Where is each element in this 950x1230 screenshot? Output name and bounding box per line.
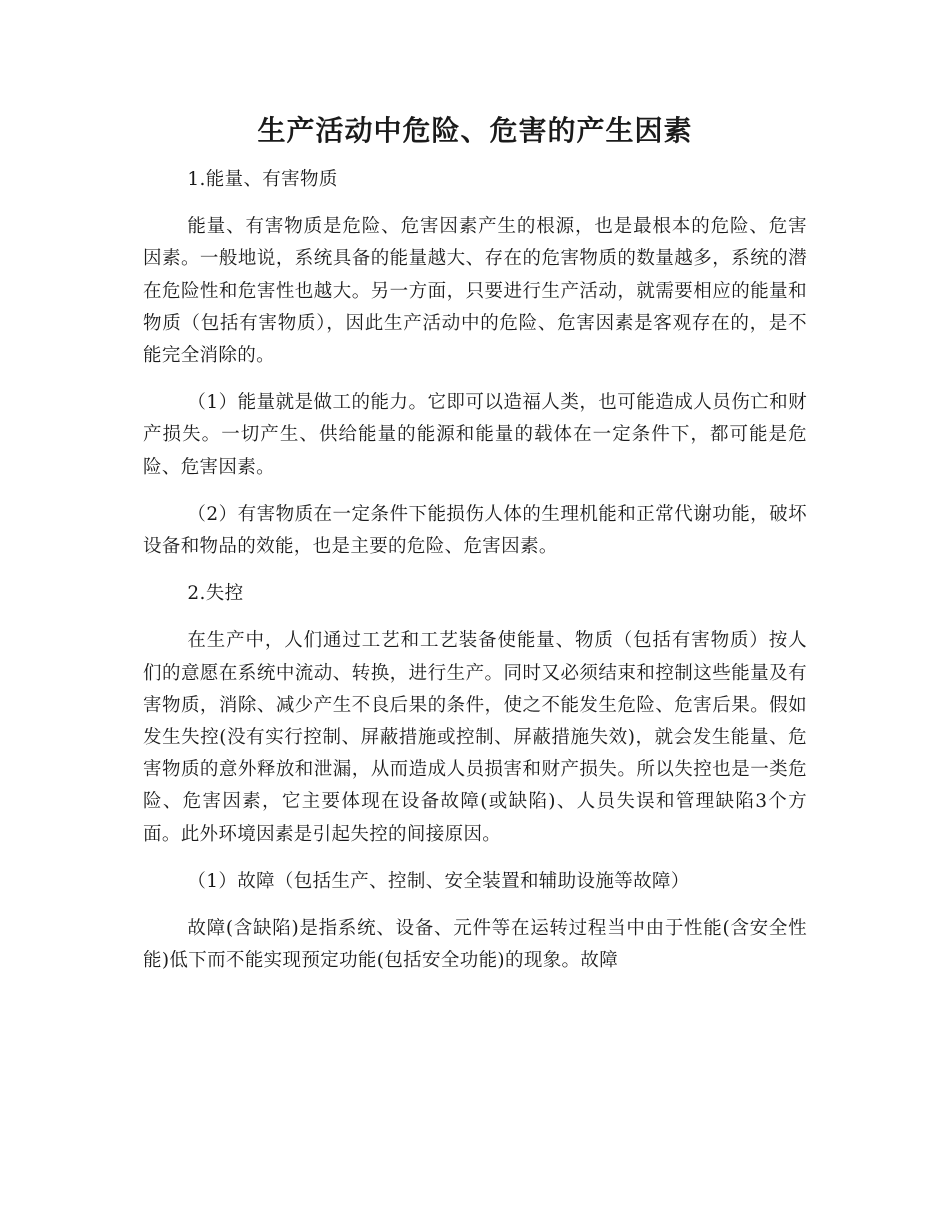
- paragraph-energy-item-1: （1）能量就是做工的能力。它即可以造福人类，也可能造成人员伤亡和财产损失。一切产生、供给能量的能源和能量的载体在一定条件下，都可能是危险、危害因素。: [143, 392, 807, 478]
- section-heading-energy: 1.能量、有害物质: [187, 169, 338, 190]
- document-title: 生产活动中危险、危害的产生因素: [257, 114, 693, 147]
- paragraph-failure-definition: 故障(含缺陷)是指系统、设备、元件等在运转过程当中由于性能(含安全性能)低下而不能实现预定功能(包括安全功能)的现象。故障: [143, 918, 807, 972]
- section-heading-loss-of-control: 2.失控: [187, 583, 244, 605]
- subheading-failure: （1）故障（包括生产、控制、安全装置和辅助设施等故障）: [187, 870, 690, 892]
- paragraph-energy-overview: 能量、有害物质是危险、危害因素产生的根源，也是最根本的危险、危害因素。一般地说，系统具备的能量越大、存在的危害物质的数量越多，系统的潜在危险性和危害性也越大。另一方面，只要进行生产活动，就需要相应的能量和物质（包括有害物质），因此生产活动中的危险、危害因素是客观存在的，是不能完全消除的。: [143, 216, 807, 367]
- paragraph-energy-item-2: （2）有害物质在一定条件下能损伤人体的生理机能和正常代谢功能，破坏设备和物品的效能，也是主要的危险、危害因素。: [143, 503, 807, 558]
- document-body: [143, 164, 807, 977]
- paragraph-loss-of-control: 在生产中，人们通过工艺和工艺装备使能量、物质（包括有害物质）按人们的意愿在系统中流动、转换，进行生产。同时又必须结束和控制这些能量及有害物质，消除、减少产生不良后果的条件，使之不能发生危险、危害后果。假如发生失控(没有实行控制、屏蔽措施或控制、屏蔽措施失效)，就会发生能量、危害物质的意外释放和泄漏，从而造成人员损害和财产损失。所以失控也是一类危险、危害因素，它主要体现在设备故障(或缺陷)、人员失误和管理缺陷3个方面。此外环境因素是引起失控的间接原因。: [143, 630, 807, 845]
